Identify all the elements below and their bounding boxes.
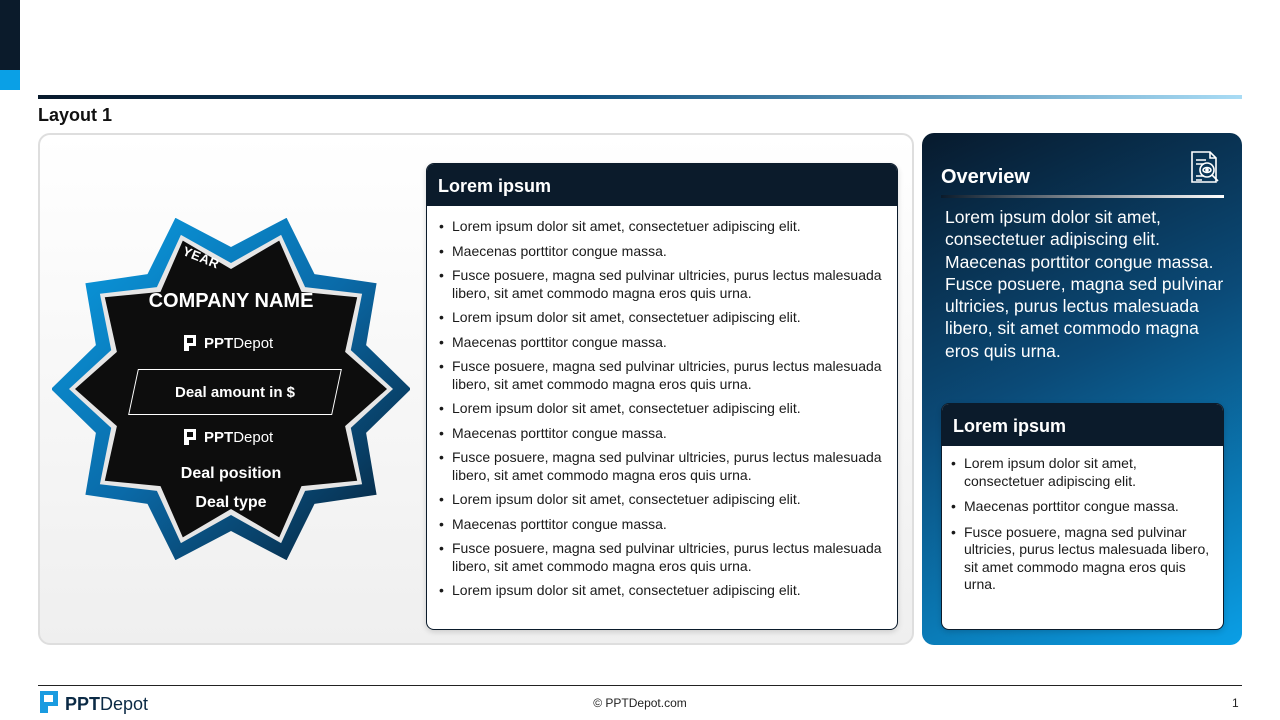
overview-divider	[941, 195, 1224, 198]
copyright: © PPTDepot.com	[593, 696, 687, 710]
list-item: • Maecenas porttitor congue massa.	[948, 498, 1215, 516]
badge-company-name: COMPANY NAME	[148, 290, 314, 312]
page-number: 1	[1232, 696, 1239, 710]
footer-logo-light: Depot	[100, 694, 149, 714]
badge-logo-bottom	[182, 428, 273, 446]
list-item: • Lorem ipsum dolor sit amet, consectetuer adipiscing elit.	[436, 582, 887, 600]
main-content-card	[426, 163, 898, 630]
badge-logo-top	[182, 334, 273, 352]
overview-title: Overview	[941, 166, 1030, 188]
logo-bold-text: PPT	[204, 428, 234, 446]
list-item: • Lorem ipsum dolor sit amet, consectetuer adipiscing elit.	[436, 218, 887, 236]
document-search-icon	[1186, 149, 1224, 187]
list-item: • Lorem ipsum dolor sit amet, consectetuer adipiscing elit.	[436, 309, 887, 327]
list-item: • Maecenas porttitor congue massa.	[436, 334, 887, 352]
list-item: • Fusce posuere, magna sed pulvinar ultricies, purus lectus malesuada libero, sit amet commodo magna eros quis urna.	[436, 540, 887, 575]
pptdepot-logo-icon	[182, 334, 198, 352]
deal-amount: Deal amount in $	[174, 384, 296, 401]
list-item: • Maecenas porttitor congue massa.	[436, 516, 887, 534]
list-item: • Fusce posuere, magna sed pulvinar ultricies, purus lectus malesuada libero, sit amet commodo magna eros quis urna.	[436, 449, 887, 484]
logo-light-text: Depot	[233, 428, 274, 446]
list-item: • Maecenas porttitor congue massa.	[436, 243, 887, 261]
side-card-list	[942, 446, 1223, 594]
main-card-title: Lorem ipsum	[427, 164, 897, 206]
title-divider	[38, 95, 1242, 99]
side-card-title: Lorem ipsum	[942, 404, 1223, 446]
page-title: Layout 1	[38, 105, 113, 125]
list-item: • Fusce posuere, magna sed pulvinar ultricies, purus lectus malesuada libero, sit amet commodo magna eros quis urna.	[436, 267, 887, 302]
main-card-list	[427, 206, 897, 600]
logo-bold-text: PPT	[204, 334, 234, 352]
badge-year: YEAR	[180, 243, 222, 272]
list-item: • Lorem ipsum dolor sit amet, consectetuer adipiscing elit.	[436, 491, 887, 509]
deal-type: Deal type	[195, 494, 267, 511]
corner-accent	[0, 0, 20, 90]
deal-position: Deal position	[180, 465, 282, 482]
list-item: • Fusce posuere, magna sed pulvinar ultricies, purus lectus malesuada libero, sit amet commodo magna eros quis urna.	[436, 358, 887, 393]
list-item: • Maecenas porttitor congue massa.	[436, 425, 887, 443]
side-content-card	[941, 403, 1224, 630]
footer-divider	[38, 685, 1242, 686]
pptdepot-logo-icon	[182, 428, 198, 446]
logo-light-text: Depot	[233, 334, 274, 352]
footer-logo-bold: PPT	[65, 694, 101, 714]
list-item: • Fusce posuere, magna sed pulvinar ultricies, purus lectus malesuada libero, sit amet commodo magna eros quis urna.	[948, 524, 1215, 594]
overview-body: Lorem ipsum dolor sit amet, consectetuer adipiscing elit. Maecenas porttitor congue massa. Fusce posuere, magna sed pulvinar ultricies, purus lectus malesuada libero, sit amet commodo magna eros quis urna.	[945, 207, 1224, 361]
list-item: • Lorem ipsum dolor sit amet, consectetuer adipiscing elit.	[948, 455, 1215, 490]
list-item: • Lorem ipsum dolor sit amet, consectetuer adipiscing elit.	[436, 400, 887, 418]
